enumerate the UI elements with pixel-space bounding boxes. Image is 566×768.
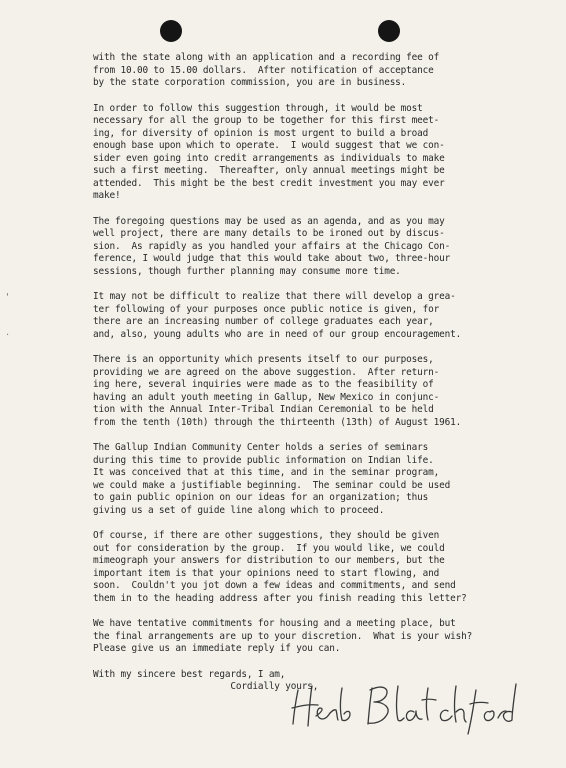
signature-image <box>290 678 520 738</box>
text-line: with the state along with an application and a recording fee of <box>93 52 440 63</box>
text-line: giving us a set of guide line along which to proceed. <box>93 504 385 516</box>
text-line: sider even going into credit arrangements as individuals to make <box>93 152 445 164</box>
text-line: ference, I would judge that this would take about two, three-hour <box>93 253 451 264</box>
text-line: out for consideration by the group. If you would like, we could <box>93 542 445 554</box>
punch-hole-right <box>378 20 400 42</box>
text-line: by the state corporation commission, you are in business. <box>93 77 407 88</box>
text-line: There is an opportunity which presents itself to our purposes, <box>93 354 434 365</box>
text-line: during this time to provide public information on Indian life. <box>93 454 434 466</box>
text-line: tion with the Annual Inter-Tribal Indian Ceremonial to be held <box>93 404 434 415</box>
text-line: having an adult youth meeting in Gallup, New Mexico in conjunc- <box>93 391 440 403</box>
margin-mark: ' <box>6 292 9 303</box>
margin-mark: · <box>6 330 10 341</box>
text-line: to gain public opinion on our ideas for an organization; thus <box>93 492 429 503</box>
text-line: attended. This might be the best credit investment you may ever <box>93 177 445 189</box>
text-line: The foregoing questions may be used as an agenda, and as you may <box>93 215 445 227</box>
paragraph-5 <box>93 354 523 429</box>
paragraph-6 <box>93 442 523 517</box>
text-line: It may not be difficult to realize that there will develop a grea- <box>93 291 456 302</box>
text-line: them in to the heading address after you finish reading this letter? <box>93 592 467 604</box>
text-line: such a first meeting. Thereafter, only annual meetings might be <box>93 165 445 176</box>
text-line: ing here, several inquiries were made as to the feasibility of <box>93 379 434 390</box>
text-line: In order to follow this suggestion through, it would be most <box>93 102 423 114</box>
text-line: well project, there are many details to be ironed out by discus- <box>93 228 445 239</box>
text-line: Please give us an immediate reply if you can. <box>93 643 341 654</box>
paragraph-2 <box>93 103 523 203</box>
text-line: we could make a justifiable beginning. The seminar could be used <box>93 479 451 491</box>
text-line: enough base upon which to operate. I would suggest that we con- <box>93 140 445 151</box>
text-line: sion. As rapidly as you handled your affairs at the Chicago Con- <box>93 240 451 252</box>
text-line: make! <box>93 190 121 201</box>
punch-hole-left <box>160 20 182 42</box>
closing-line: Cordially yours, <box>93 681 319 692</box>
text-line: important item is that your opinions need to start flowing, and <box>93 567 440 579</box>
text-line: there are an increasing number of college graduates each year, <box>93 316 434 327</box>
paragraph-8 <box>93 618 523 656</box>
text-line: ter following of your purposes once public notice is given, for <box>93 303 440 315</box>
text-line: necessary for all the group to be together for this first meet- <box>93 115 440 126</box>
paragraph-4 <box>93 291 523 341</box>
text-line: We have tentative commitments for housing and a meeting place, but <box>93 618 456 629</box>
text-line: from the tenth (10th) through the thirteenth (13th) of August 1961. <box>93 416 462 428</box>
paragraph-7 <box>93 530 523 605</box>
closing-line: With my sincere best regards, I am, <box>93 668 286 680</box>
text-line: The Gallup Indian Community Center holds a series of seminars <box>93 442 429 453</box>
text-line: sessions, though further planning may consume more time. <box>93 265 401 277</box>
text-line: Of course, if there are other suggestions, they should be given <box>93 530 440 541</box>
text-line: and, also, young adults who are in need of our group encouragement. <box>93 328 462 340</box>
text-line: soon. Couldn't you jot down a few ideas and commitments, and send <box>93 580 456 591</box>
paragraph-3 <box>93 216 523 279</box>
text-line: It was conceived that at this time, and in the seminar program, <box>93 467 440 478</box>
text-line: from 10.00 to 15.00 dollars. After notification of acceptance <box>93 64 434 76</box>
text-line: the final arrangements are up to your discretion. What is your wish? <box>93 630 473 642</box>
text-line: ing, for diversity of opinion is most urgent to build a broad <box>93 127 429 139</box>
text-line: mimeograph your answers for distribution to our members, but the <box>93 555 445 566</box>
text-line: providing we are agreed on the above suggestion. After return- <box>93 366 440 378</box>
letter-body <box>93 52 523 694</box>
handwritten-signature <box>290 678 520 738</box>
paragraph-1 <box>93 52 523 90</box>
